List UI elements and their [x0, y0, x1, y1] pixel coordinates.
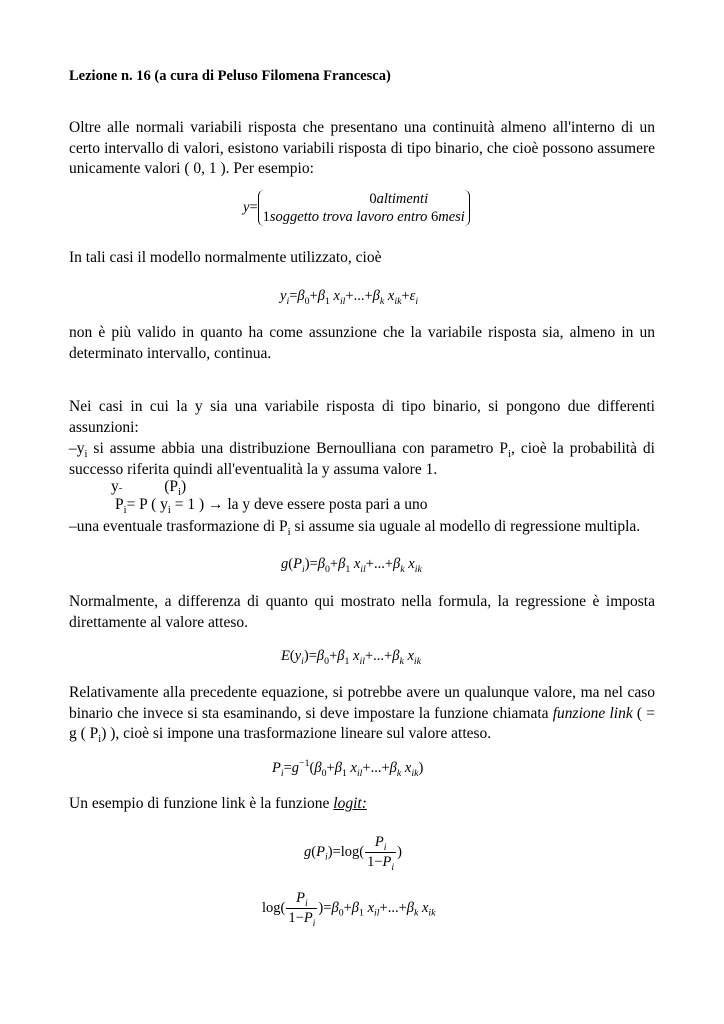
eq-symbol: il	[360, 563, 366, 575]
eq-symbol: (	[359, 843, 365, 860]
eq-symbol: 0	[304, 295, 310, 307]
eq-symbol: +	[343, 899, 352, 916]
text-run: , cioè la probabilità di successo riferita quindi all'eventualità la y assuma valore 1.	[69, 440, 655, 478]
eq-symbol: )	[303, 648, 309, 664]
eq-symbol: β	[337, 648, 345, 664]
eq-symbol: =	[308, 648, 317, 664]
eq-symbol: g	[291, 760, 300, 776]
equation-logit-model	[262, 890, 436, 927]
eq-symbol: ...	[353, 288, 365, 304]
eq-symbol: =	[309, 556, 318, 572]
eq-symbol: )	[418, 760, 424, 776]
eq-symbol: )	[327, 843, 333, 860]
eq-symbol: P	[382, 854, 392, 870]
continuity-paragraph: non è più valido in quanto ha come assunzione che la variabile risposta sia, almeno in un determinato intervallo, continua.	[69, 324, 655, 362]
logit-intro-line	[69, 795, 367, 813]
intro-paragraph: Oltre alle normali variabili risposta che presentano una continuità almeno all'interno di un certo intervallo di valori, esistono variabili risposta di tipo binario, che cioè possono assumere unicamente valori ( 0, 1 ). Per esempio:	[69, 119, 655, 177]
eq-symbol: β	[372, 288, 380, 304]
eq-symbol: y	[294, 648, 302, 664]
eq-symbol: ...	[370, 760, 382, 776]
text-run: (P	[164, 478, 179, 495]
eq-symbol: P	[316, 843, 325, 860]
eq-symbol: i	[301, 655, 304, 667]
eq-symbol: +	[345, 288, 354, 304]
text-run: i	[508, 449, 511, 461]
eq-symbol: +	[309, 288, 318, 304]
eq-symbol: −1	[299, 758, 310, 770]
text-run: i	[123, 505, 127, 517]
text-run: Un esempio di funzione link è la funzione	[69, 795, 334, 812]
eq-symbol: (	[289, 648, 295, 664]
equation-linear-model	[280, 288, 418, 305]
assumption-transformation	[69, 518, 641, 539]
eq-symbol: x	[421, 899, 429, 916]
eq-symbol: β	[331, 899, 339, 916]
eq-symbol: x	[407, 648, 414, 664]
eq-symbol: =	[249, 199, 258, 216]
eq-symbol: 1	[324, 295, 330, 307]
text-run: i	[84, 449, 88, 461]
eq-symbol: 1	[345, 563, 351, 575]
eq-symbol: g	[304, 843, 312, 860]
equation-expected-value	[281, 648, 421, 665]
eq-symbol: il	[339, 295, 346, 307]
eq-symbol: 1	[344, 655, 350, 667]
fraction	[286, 890, 317, 927]
eq-symbol: x	[350, 760, 357, 776]
tilde-symbol: ˜	[118, 487, 123, 499]
eq-symbol: (	[309, 760, 315, 776]
eq-text: mesi	[438, 209, 465, 225]
eq-symbol: 1	[359, 907, 364, 919]
eq-symbol: P	[374, 834, 384, 850]
eq-symbol: y	[280, 288, 287, 304]
eq-symbol: k	[379, 295, 385, 307]
text-run: –y	[69, 440, 85, 457]
eq-symbol: i	[415, 295, 419, 307]
binary-assumptions-paragraph: Nei casi in cui la y sia una variabile risposta di tipo binario, si pongono due differenti assunzioni:	[69, 398, 655, 436]
eq-symbol: β	[392, 648, 400, 664]
eq-symbol: 1	[262, 209, 270, 225]
eq-symbol: (	[288, 556, 294, 572]
eq-symbol: ...	[373, 648, 385, 664]
eq-symbol: 0	[324, 563, 330, 575]
text-run: = 1 ) → la y deve essere posta pari a uno	[170, 496, 428, 513]
eq-symbol: i	[301, 563, 305, 575]
eq-symbol: ...	[373, 556, 385, 572]
text-run: i	[98, 734, 102, 746]
eq-symbol: (	[280, 899, 286, 916]
text-run: ( = g ( P	[69, 704, 655, 742]
text-run: i	[287, 527, 291, 539]
text-run: ) ), cioè si impone una trasformazione lineare sul valore atteso.	[101, 725, 492, 742]
eq-symbol: ik	[411, 767, 419, 779]
eq-symbol: +	[364, 288, 373, 304]
eq-symbol: +	[381, 760, 390, 776]
link-function-paragraph	[69, 683, 655, 745]
eq-symbol: β	[317, 288, 325, 304]
eq-symbol: (	[311, 843, 317, 860]
eq-symbol: β	[351, 899, 360, 916]
link-function-term: funzione link	[552, 704, 633, 722]
eq-symbol: i	[391, 861, 395, 873]
eq-symbol: )	[318, 899, 324, 916]
eq-symbol: β	[317, 556, 325, 572]
eq-symbol: +	[379, 899, 388, 916]
eq-text: altimenti	[376, 191, 429, 207]
eq-symbol: ik	[428, 907, 436, 919]
equation-binary-definition	[243, 190, 470, 226]
text-run: )	[181, 478, 187, 495]
eq-symbol: ik	[413, 655, 421, 667]
eq-symbol: β	[334, 760, 342, 776]
eq-symbol: =	[323, 899, 332, 916]
eq-symbol: β	[314, 760, 322, 776]
eq-symbol: β	[297, 288, 305, 304]
eq-symbol: k	[399, 655, 404, 667]
text-run: –una eventuale trasformazione di P	[69, 518, 288, 535]
eq-symbol: 0	[321, 767, 327, 779]
eq-symbol: +	[401, 288, 410, 304]
eq-symbol: +	[365, 556, 374, 572]
eq-symbol: x	[404, 760, 412, 776]
eq-symbol: +	[329, 556, 339, 572]
eq-symbol: il	[374, 907, 380, 919]
eq-symbol: g	[281, 556, 289, 572]
eq-symbol: i	[383, 841, 387, 853]
eq-symbol: P	[272, 760, 281, 776]
eq-symbol: +	[364, 648, 374, 664]
eq-symbol: x	[408, 556, 415, 572]
eq-symbol: 1−	[288, 910, 304, 926]
eq-symbol: +	[326, 760, 335, 776]
eq-symbol: )	[397, 843, 402, 860]
assumption-bernoulli	[69, 439, 655, 480]
eq-symbol: )	[304, 556, 310, 572]
eq-symbol: ε	[409, 288, 416, 304]
eq-symbol: ik	[414, 563, 422, 575]
eq-symbol: x	[367, 899, 375, 916]
probability-line	[115, 496, 428, 517]
eq-symbol: 0	[324, 655, 330, 667]
eq-symbol: 0	[338, 907, 344, 919]
eq-symbol: ik	[394, 295, 402, 307]
eq-symbol: P	[296, 890, 305, 906]
equation-logit-definition	[304, 834, 402, 871]
text-run: i	[167, 505, 171, 517]
eq-symbol: =	[283, 760, 292, 776]
text-run: = P ( y	[126, 496, 168, 513]
eq-symbol: β	[393, 556, 401, 572]
eq-symbol: +	[362, 760, 371, 776]
eq-symbol: y	[243, 199, 250, 216]
eq-symbol: i	[286, 295, 290, 307]
equation-inverse-link	[272, 760, 423, 777]
eq-symbol: log	[340, 843, 360, 860]
eq-symbol: 1	[341, 767, 347, 779]
eq-symbol: log	[262, 899, 281, 916]
eq-symbol: x	[333, 288, 340, 304]
eq-symbol: 0	[369, 191, 377, 207]
model-intro-line: In tali casi il modello normalmente utilizzato, cioè	[69, 249, 382, 266]
logit-term: logit:	[333, 795, 367, 812]
text-run: Relativamente alla precedente equazione, si potrebbe avere un qualunque valore, ma nel caso binario che invece si sta esaminando, si deve impostare la funzione chiamata	[69, 684, 655, 722]
eq-symbol: i	[312, 917, 316, 929]
eq-symbol: +	[329, 648, 338, 664]
lesson-heading: Lezione n. 16 (a cura di Peluso Filomena Francesca)	[69, 68, 391, 84]
text-run: y	[111, 478, 119, 495]
eq-symbol: 6	[430, 209, 439, 225]
eq-symbol: +	[384, 556, 394, 572]
eq-symbol: β	[406, 899, 414, 916]
eq-symbol: ...	[387, 899, 399, 916]
equation-link-model	[281, 556, 422, 573]
eq-symbol: k	[400, 563, 405, 575]
eq-symbol: x	[387, 288, 395, 304]
text-run: si assume abbia una distribuzione Bernoulliana con parametro P	[87, 440, 509, 457]
eq-symbol: k	[396, 767, 402, 779]
eq-symbol: 1−	[367, 854, 383, 870]
eq-symbol: P	[303, 910, 313, 926]
eq-symbol: P	[293, 556, 302, 572]
text-run: P	[115, 496, 124, 513]
eq-symbol: x	[353, 556, 361, 572]
eq-symbol: k	[413, 907, 419, 919]
eq-symbol: i	[280, 767, 284, 779]
distribution-line	[111, 478, 187, 499]
eq-text: soggetto trova lavoro entro	[269, 209, 428, 225]
eq-symbol: +	[384, 648, 393, 664]
text-run: i	[178, 487, 181, 499]
eq-symbol: =	[332, 843, 341, 860]
eq-symbol: +	[398, 899, 407, 916]
eq-symbol: β	[338, 556, 346, 572]
eq-symbol: il	[356, 767, 363, 779]
fraction	[365, 834, 396, 871]
eq-symbol: i	[324, 851, 328, 863]
eq-symbol: E	[281, 648, 290, 664]
eq-symbol: il	[359, 655, 365, 667]
eq-symbol: β	[316, 648, 325, 664]
eq-symbol: i	[304, 897, 308, 909]
eq-symbol: x	[353, 648, 360, 664]
expected-value-paragraph: Normalmente, a differenza di quanto qui mostrato nella formula, la regressione è imposta direttamente al valore atteso.	[69, 593, 655, 631]
eq-symbol: β	[389, 760, 397, 776]
text-run: si assume sia uguale al modello di regressione multipla.	[290, 518, 641, 535]
eq-symbol: =	[289, 288, 298, 304]
piecewise-system	[258, 190, 470, 226]
